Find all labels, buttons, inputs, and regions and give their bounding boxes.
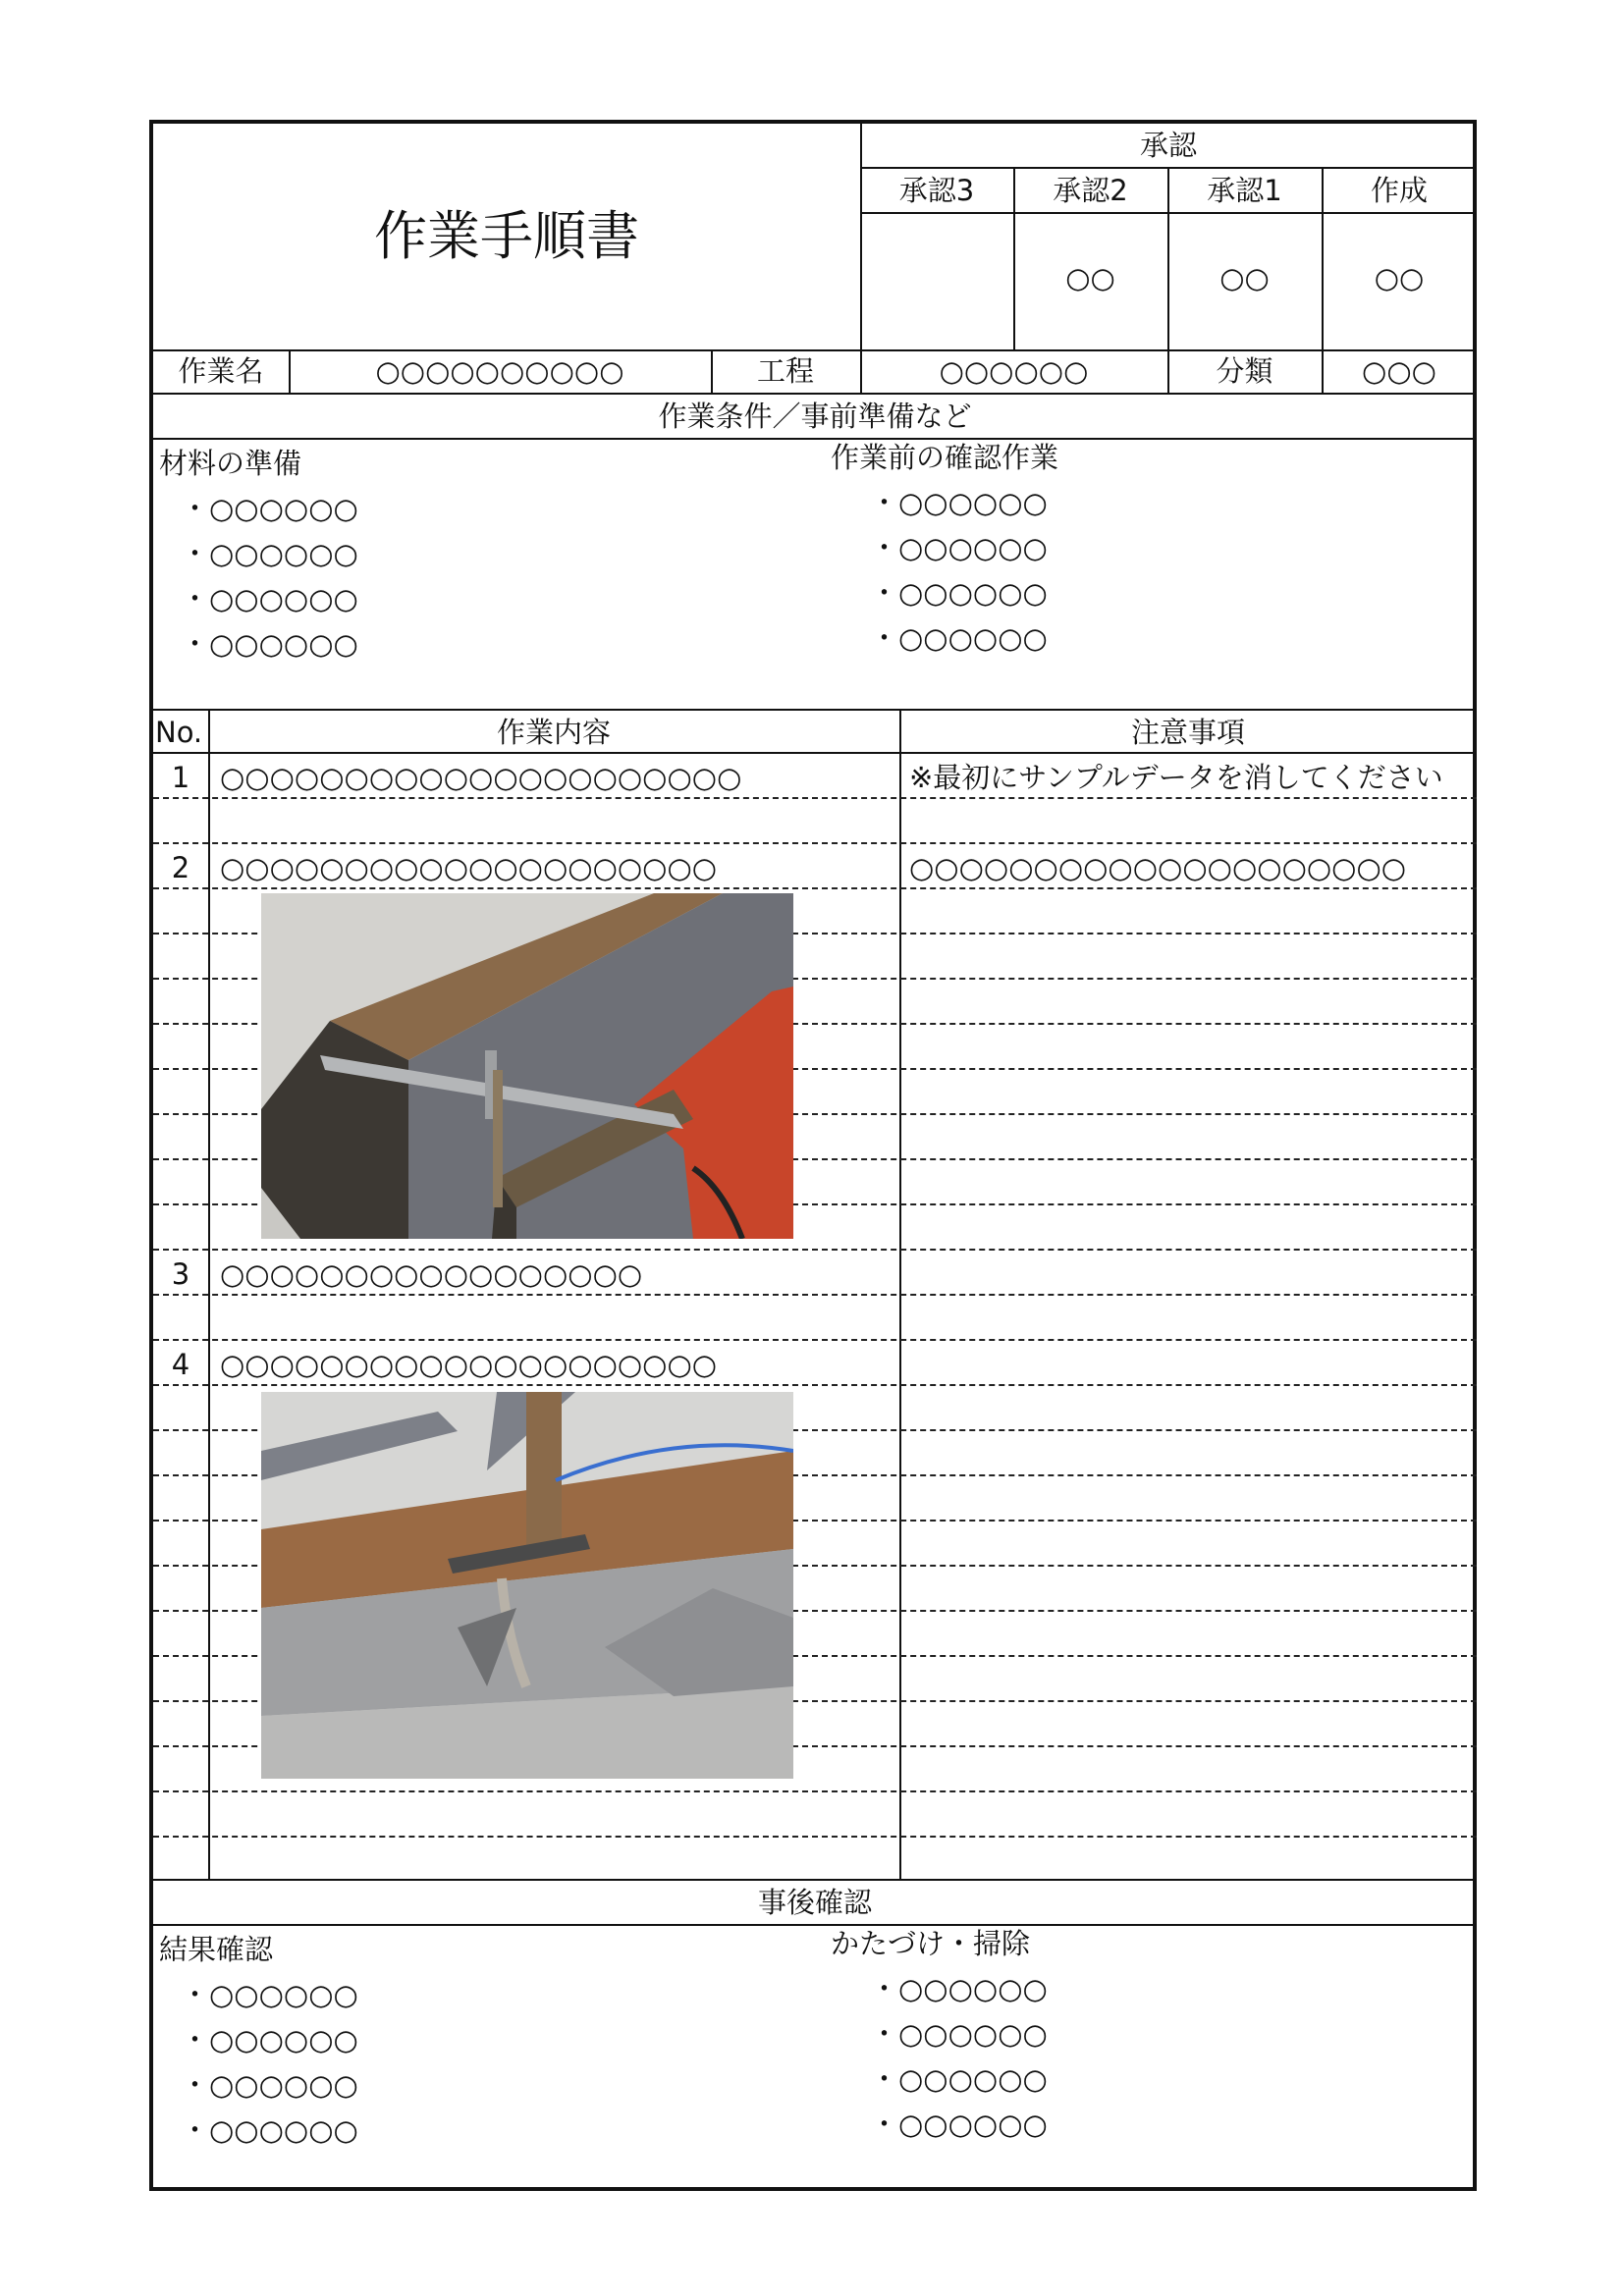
cleanup-item: ・○○○○○○: [870, 2062, 1048, 2096]
step-number: 2: [171, 851, 190, 884]
step-number: 1: [171, 761, 190, 794]
cleanup-item: ・○○○○○○: [870, 2108, 1048, 2141]
approval-stamp-1: ○○: [1219, 261, 1270, 294]
pre-check-title: 作業前の確認作業: [831, 441, 1059, 474]
row-line: [153, 1339, 1477, 1341]
materials-item: ・○○○○○○: [181, 537, 358, 570]
work-name-value: ○○○○○○○○○○: [375, 354, 624, 388]
result-check-item: ・○○○○○○: [181, 2068, 358, 2102]
step-content: ○○○○○○○○○○○○○○○○○○○○○: [220, 761, 742, 794]
materials-item: ・○○○○○○: [181, 492, 358, 525]
step-content: ○○○○○○○○○○○○○○○○○: [220, 1257, 643, 1291]
process-value: ○○○○○○: [939, 354, 1089, 388]
approval-header: 承認: [1139, 129, 1197, 162]
materials-title: 材料の準備: [159, 447, 302, 480]
notes-column-header: 注意事項: [1130, 716, 1245, 749]
result-check-item: ・○○○○○○: [181, 1978, 358, 2011]
cleanup-item: ・○○○○○○: [870, 1972, 1048, 2005]
result-check-item: ・○○○○○○: [181, 2023, 358, 2056]
creator-stamp: ○○: [1374, 261, 1425, 294]
row-line: [153, 1384, 1477, 1386]
row-line: [153, 1294, 1477, 1296]
photo-clamp-on-form: [261, 893, 793, 1239]
row-line: [153, 842, 1477, 844]
row-line: [153, 797, 1477, 799]
row-line: [153, 1836, 1477, 1838]
process-label: 工程: [756, 354, 814, 388]
materials-item: ・○○○○○○: [181, 627, 358, 661]
step-number: 3: [171, 1257, 190, 1291]
pre-check-item: ・○○○○○○: [870, 621, 1048, 655]
steps-header-line: [153, 752, 1477, 754]
step-note: ○○○○○○○○○○○○○○○○○○○○: [909, 851, 1407, 884]
approval-label-3: 承認3: [898, 174, 975, 207]
info-row-bottom: [153, 393, 1477, 395]
after-check-header: 事後確認: [757, 1886, 872, 1919]
after-check-header-line: [153, 1924, 1477, 1926]
step-content: ○○○○○○○○○○○○○○○○○○○○: [220, 1348, 718, 1381]
work-name-label: 作業名: [178, 354, 264, 388]
steps-table-bottom: [153, 1879, 1477, 1881]
step-note: ※最初にサンプルデータを消してください: [909, 761, 1443, 794]
photo-clamp-on-form-graphic: [261, 893, 793, 1239]
work-procedure-sheet: [149, 120, 1477, 2191]
document-title: 作業手順書: [374, 205, 639, 267]
photo-wood-sill-on-foundation: [261, 1392, 793, 1779]
approval-label-2: 承認2: [1053, 174, 1128, 207]
materials-item: ・○○○○○○: [181, 582, 358, 615]
result-check-title: 結果確認: [159, 1933, 274, 1966]
step-content: ○○○○○○○○○○○○○○○○○○○○: [220, 851, 718, 884]
no-column-header: No.: [155, 716, 203, 749]
steps-table-top: [153, 709, 1477, 711]
approval-label-1: 承認1: [1207, 174, 1282, 207]
approval-stamp-2: ○○: [1065, 261, 1115, 294]
cleanup-title: かたづけ・掃除: [831, 1927, 1031, 1960]
conditions-header-line: [153, 438, 1477, 440]
row-line: [153, 887, 1477, 889]
creator-label: 作成: [1370, 174, 1428, 207]
category-value: ○○○: [1362, 354, 1436, 388]
category-label: 分類: [1216, 354, 1273, 388]
pre-check-item: ・○○○○○○: [870, 576, 1048, 610]
cleanup-item: ・○○○○○○: [870, 2017, 1048, 2051]
photo-wood-sill-graphic: [261, 1392, 793, 1779]
result-check-item: ・○○○○○○: [181, 2113, 358, 2147]
step-number: 4: [171, 1348, 190, 1381]
pre-check-item: ・○○○○○○: [870, 531, 1048, 564]
row-line: [153, 1790, 1477, 1792]
conditions-header: 作業条件／事前準備など: [658, 400, 972, 433]
content-column-header: 作業内容: [496, 716, 611, 749]
info-row-top: [153, 349, 1477, 351]
row-line: [153, 1249, 1477, 1251]
pre-check-item: ・○○○○○○: [870, 486, 1048, 519]
